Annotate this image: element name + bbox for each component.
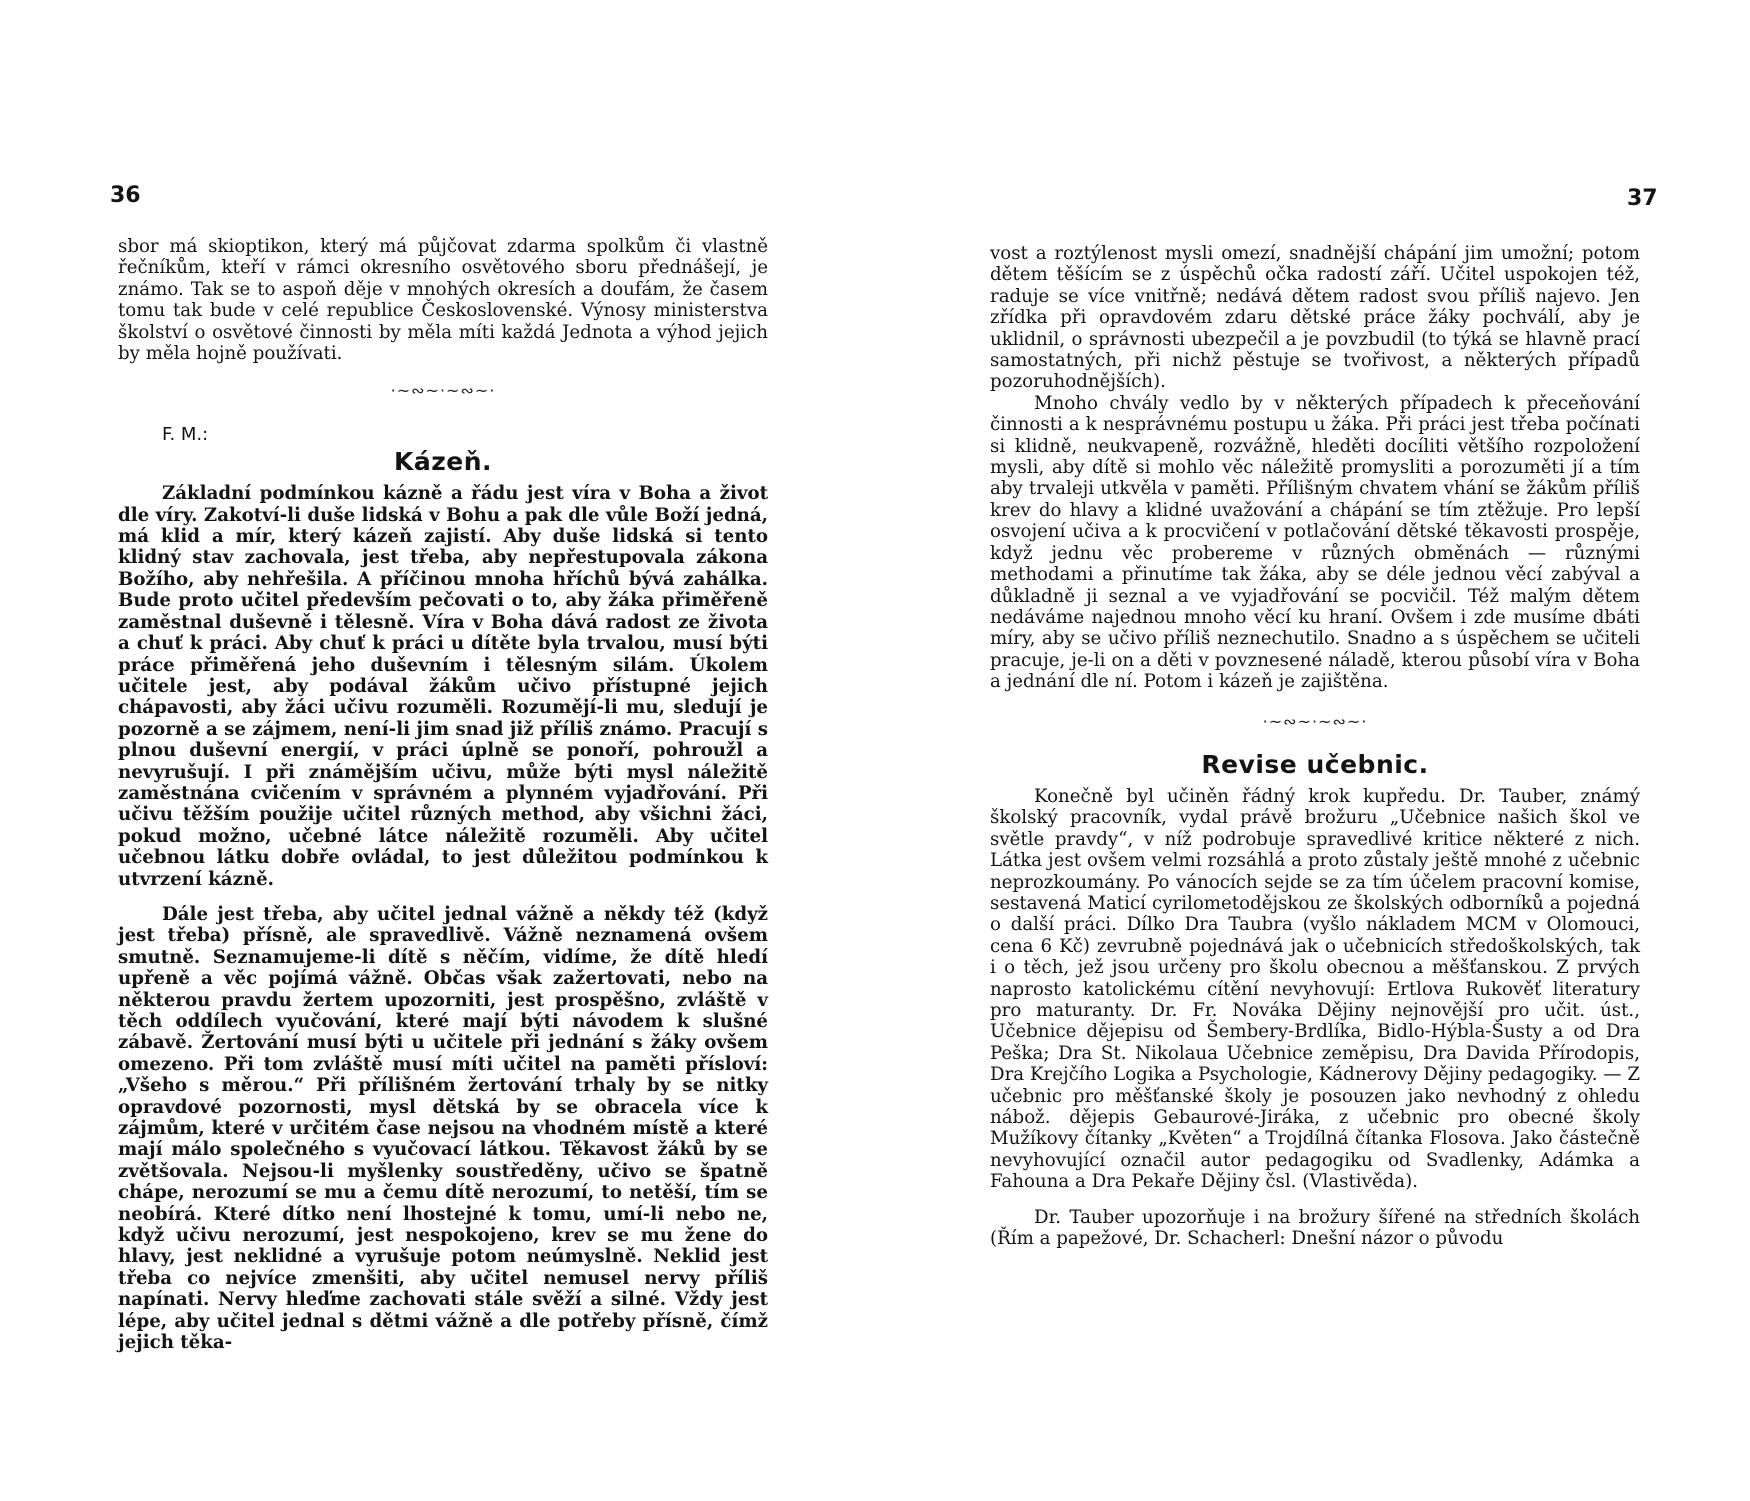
section-title-kazen: Kázeň. [393, 447, 493, 477]
left-ornament: ·~∾~·~∾~· [390, 381, 496, 401]
right-ornament: ·~∾~·~∾~· [1262, 711, 1368, 731]
right-paragraph-2: Mnoho chvály vedlo by v některých případech k přeceňování činnosti a k nesprávnému postupu u žáka. Při práci jest třeba počínati si klidně, neukvapeně, rozvážně, hleděti docíliti většího rozpoložení mysli, aby dítě si mohlo věc náležitě promysliti a porozuměti jí a tím aby trvaleji utkvěla v paměti. Přílišným chvatem vhání se žákům příliš krev do hlavy a klidné uvažování a chápání se tím ztěžuje. Pro lepší osvojení učiva a k procvičení v potlačování dětské těkavosti prospěje, když jednu věc probereme v různých obměnách — různými methodami a přinutíme tak žáka, aby se déle jednou věcí zabýval a důkladně ji seznal a ve vyjadřování se pocvičil. Též malým dětem nedáváme najednou mnoho věcí ku hraní. Ovšem i zde musíme dbáti míry, aby se učivo příliš neznechutilo. Snadno a s úspěchem se učiteli pracuje, je-li on a děti v povznesené náladě, kterou působí víra v Boha a jednání dle ní. Potom i kázeň je zajištěna. [990, 392, 1640, 693]
right-page-column [990, 243, 1640, 1249]
right-paragraph-4: Dr. Tauber upozorňuje i na brožury šířené na středních školách (Řím a papežové, Dr. Schacherl: Dnešní názor o původu [990, 1206, 1640, 1250]
left-page-column [118, 236, 768, 1354]
left-paragraph-2: Dále jest třeba, aby učitel jednal vážně a někdy též (když jest třeba) přísně, ale spravedlivě. Vážně neznamená ovšem smutně. Seznamujeme-li dítě s něčím, vidíme, že dítě hledí upřeně a věc pojímá vážně. Občas však zažertovati, nebo na některou pravdu žertem upozorniti, jest prospěšno, zvláště v těch oddílech vyučování, které mají býti návodem k slušné zábavě. Žertování musí býti u učitele při jednání s žáky ovšem omezeno. Při tom zvláště musí míti učitel na paměti přísloví: „Všeho s měrou.“ Při přílišném žertování trhaly by se nitky opravdové pozornosti, mysl dětská by se obracela více k zájmům, které v určitém čase nejsou na vhodném místě a které mají málo společného s vyučovací látkou. Těkavost žáků by se zvětšovala. Nejsou-li myšlenky soustředěny, učivo se špatně chápe, nerozumí se mu a čemu dítě nerozumí, to netěší, tím se neobírá. Které dítko není lhostejné k tomu, umí-li nebo ne, když učivu nerozumí, jest nespokojeno, krev se mu žene do hlavy, jest neklidné a vyrušuje potom neúmyslně. Neklid jest třeba co nejvíce zmenšiti, aby učitel nemusel nervy příliš napínati. Nervy hleďme zachovati stále svěží a silné. Vždy jest lépe, aby učitel jednal s dětmi vážně a dle potřeby přísně, čímž jejich těka- [118, 903, 768, 1354]
section-title-revise: Revise učebnic. [1201, 749, 1429, 779]
left-paragraph-1: Základní podmínkou kázně a řádu jest víra v Boha a život dle víry. Zakotví-li duše lidská v Bohu a pak dle vůle Boží jedná, má klid a mír, který kázeň zajistí. Aby duše lidská si tento klidný stav zachovala, jest třeba, aby nepřestupovala zákona Božího, aby nehřešila. A příčinou mnoha hříchů bývá zahálka. Bude proto učitel především pečovati o to, aby žáka přiměřeně zaměstnal duševně i tělesně. Víra v Boha dává radost ze života a chuť k práci. Aby chuť k práci u dítěte byla trvalou, musí býti práce přiměřená jeho duševním i tělesným silám. Úkolem učitele jest, aby podával žákům učivo přístupné jejich chápavosti, aby žáci učivu rozuměli. Rozumějí-li mu, sledují je pozorně a se zájmem, není-li jim snad již příliš známo. Pracují s plnou duševní energií, v práci úplně se ponoří, pohroužl a nevyrušují. I při známějším učivu, může býti mysl náležitě zaměstnána cvičením v správném a plynném vyjadřování. Při učivu těžším použije učitel různých method, aby všichni žáci, pokud možno, učebné látce náležitě rozuměli. Aby učitel učebnou látku dobře ovládal, to jest důležitou podmínkou k utvrzení kázně. [118, 483, 768, 890]
page-number-right: 37 [1627, 186, 1658, 211]
right-paragraph-3: Konečně byl učiněn řádný krok kupředu. Dr. Tauber, známý školský pracovník, vydal právě brožuru „Učebnice našich škol ve světle pravdy“, v níž podrobuje spravedlivé kritice některé z nich. Látka jest ovšem velmi rozsáhlá a proto zůstaly ještě mnohé z učebnic neprozkoumány. Po vánocích sejde se za tím účelem pracovní komise, sestavená Maticí cyrilometodějskou ze školských odborníků a pojedná o další práci. Dílko Dra Taubra (vyšlo nákladem MCM v Olomouci, cena 6 Kč) zevrubně pojednává jak o učebnicích středoškolských, tak i o těch, jež jsou určeny pro školu obecnou a měšťanskou. Z prvých naprosto katolickému cítění nevyhovují: Ertlova Rukověť literatury pro maturanty. Dr. Fr. Nováka Dějiny nejnovější pro učit. úst., Učebnice dějepisu od Šembery-Brdlíka, Bidlo-Hýbla-Šusty a od Dra Peška; Dra St. Nikolaua Učebnice zeměpisu, Dra Davida Přírodopis, Dra Krejčího Logika a Psychologie, Kádnerovy Dějiny pedagogiky. — Z učebnic pro měšťanské školy je posouzen jako nevhodný z ohledu nábož. dějepis Gebaurové-Jiráka, z učebnic pro obecné školy Mužíkovy čítanky „Květen“ a Trojdílná čítanka Flosova. Jako částečně nevyhovující označil autor pedagogiku od Svadlenky, Adámka a Fahouna a Dra Pekaře Dějiny čsl. (Vlastivěda). [990, 785, 1640, 1193]
article-author: F. M.: [162, 423, 209, 445]
right-paragraph-1: vost a roztýlenost mysli omezí, snadnější chápání jim umožní; potom dětem těšícím se z úspěchů očka radostí září. Učitel uspokojen též, raduje se více vnitřně; nedává dětem radost svou příliš najevo. Jen zřídka při opravdovém zdaru dětské práce žáky pochválí, aby je uklidnil, o správnosti ubezpečil a je povzbudil (to týká se hlavně prací samostatných, při nichž pěstuje se tvořivost, a některých případů pozoruhodnějších). [990, 243, 1640, 393]
left-intro-paragraph: sbor má skioptikon, který má půjčovat zdarma spolkům či vlastně řečníkům, kteří v rámci okresního osvětového sboru přednášejí, je známo. Tak se to aspoň děje v mnohých okresích a doufám, že časem tomu tak bude v celé republice Československé. Výnosy ministerstva školství o osvětové činnosti by měla míti každá Jednota a výhod jejich by měla hojně používati. [118, 236, 768, 365]
page-number-left: 36 [110, 183, 141, 208]
